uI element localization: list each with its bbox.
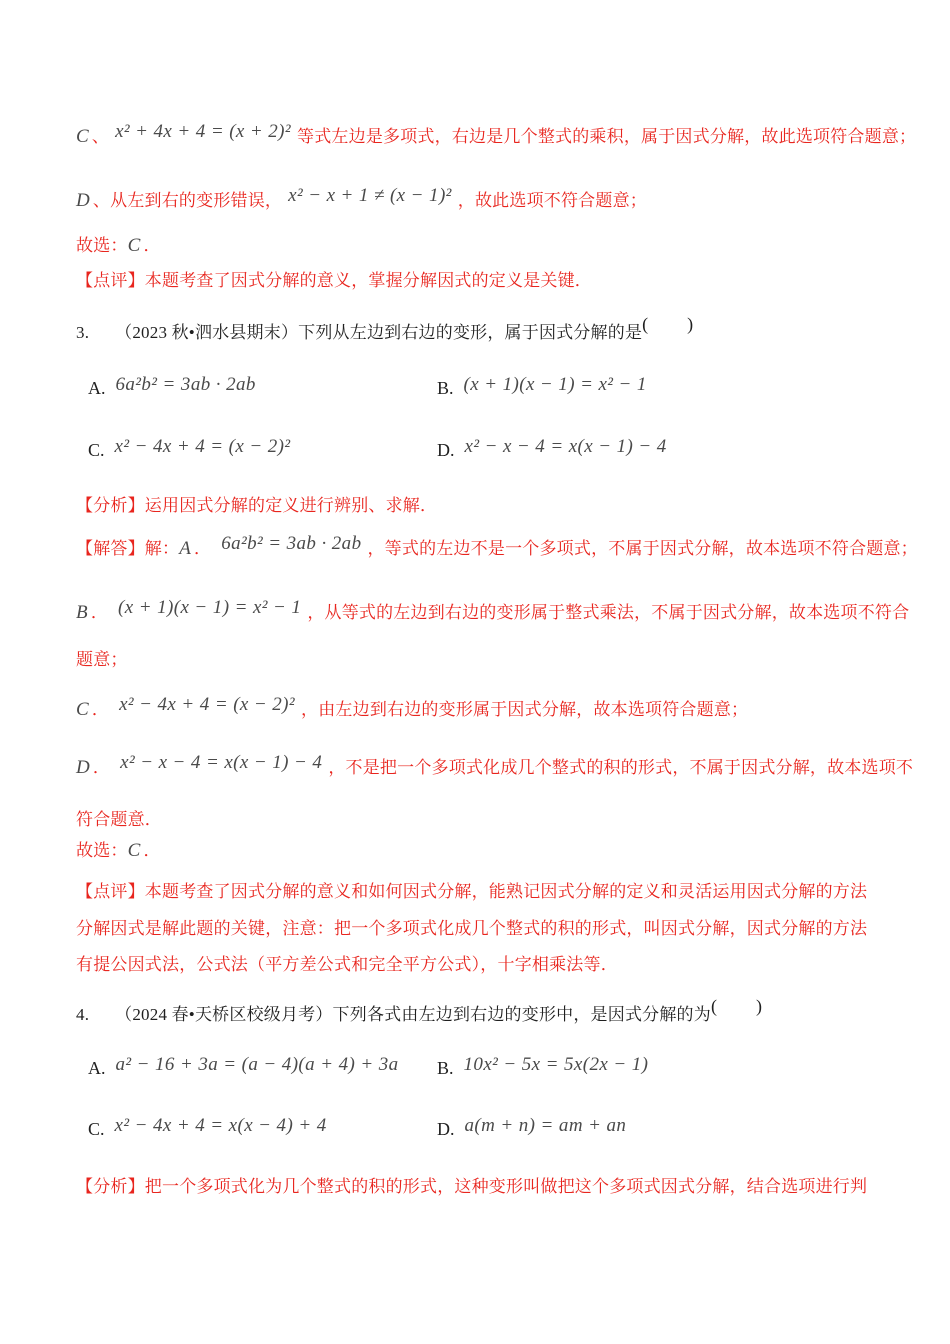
label-period: ． bbox=[90, 603, 109, 622]
question3-comment-line-3 bbox=[76, 953, 618, 977]
option-label: D. bbox=[437, 440, 455, 460]
question-stem: （2024 春•天桥区校级月考）下列各式由左边到右边的变形中，是因式分解的为 bbox=[115, 1005, 711, 1024]
math-formula: (x + 1)(x − 1) = x² − 1 bbox=[463, 374, 647, 395]
answer-prefix: 故选： bbox=[76, 236, 128, 255]
solution-head: 【解答】解： bbox=[76, 539, 180, 558]
math-formula: x² − 4x + 4 = (x − 2)² bbox=[119, 694, 296, 715]
question4-analysis-line bbox=[76, 1175, 867, 1199]
solution2-option-c-line bbox=[76, 120, 916, 149]
option-letter: D bbox=[76, 757, 90, 778]
question4-option-a bbox=[88, 1054, 405, 1079]
math-formula: 6a²b² = 3ab · 2ab bbox=[115, 374, 256, 395]
math-formula: 6a²b² = 3ab · 2ab bbox=[221, 533, 362, 554]
solution2-comment-line bbox=[76, 269, 592, 293]
option-label: B. bbox=[437, 378, 454, 398]
question3-analysis-line bbox=[76, 494, 437, 518]
question3-solution-d-continued bbox=[76, 808, 162, 832]
answer-period: ． bbox=[143, 236, 161, 255]
answer-letter: C bbox=[127, 235, 141, 256]
math-formula: 10x² − 5x = 5x(2x − 1) bbox=[463, 1054, 649, 1075]
solution2-answer-line bbox=[76, 234, 161, 258]
answer-blank-parens: ( ) bbox=[642, 314, 695, 334]
explanation-text: ，等式的左边不是一个多项式，不属于因式分解，故本选项不符合题意； bbox=[367, 539, 918, 558]
answer-period: ． bbox=[143, 841, 161, 860]
explanation-text: ，由左边到右边的变形属于因式分解，故本选项符合题意； bbox=[301, 700, 749, 719]
question4-option-b bbox=[437, 1054, 654, 1079]
question3-solution-b-line bbox=[76, 596, 909, 625]
math-formula: x² − x − 4 = x(x − 1) − 4 bbox=[464, 436, 667, 457]
math-formula: (x + 1)(x − 1) = x² − 1 bbox=[118, 597, 302, 618]
comment-text: 有提公因式法，公式法（平方差公式和完全平方公式），十字相乘法等． bbox=[76, 955, 618, 974]
explanation-text: ，从等式的左边到右边的变形属于整式乘法，不属于因式分解，故本选项不符合 bbox=[307, 603, 910, 622]
math-formula: a(m + n) = am + an bbox=[464, 1115, 627, 1136]
answer-prefix: 故选： bbox=[76, 841, 128, 860]
analysis-text: 【分析】运用因式分解的定义进行辨别、求解． bbox=[76, 496, 438, 515]
option-letter: D bbox=[76, 190, 90, 211]
question3-option-d bbox=[437, 436, 673, 461]
question4-option-c bbox=[88, 1115, 333, 1140]
explanation-text: 题意； bbox=[76, 650, 128, 669]
math-formula: x² − x − 4 = x(x − 1) − 4 bbox=[120, 752, 323, 773]
option-label: A. bbox=[88, 1058, 106, 1078]
question3-solution-a-line bbox=[76, 532, 918, 561]
option-label: A. bbox=[88, 378, 106, 398]
explanation-text: ，不是把一个多项式化成几个整式的积的形式，不属于因式分解，故本选项不 bbox=[328, 758, 914, 777]
solution2-option-d-line bbox=[76, 184, 647, 213]
explanation-text: 符合题意． bbox=[76, 810, 162, 829]
question3-option-c bbox=[88, 436, 296, 461]
option-letter: C bbox=[76, 699, 89, 720]
question-stem: （2023 秋•泗水县期末）下列从左边到右边的变形，属于因式分解的是 bbox=[115, 323, 643, 342]
question-number: 4. bbox=[76, 1005, 90, 1024]
question3-stem-line bbox=[76, 312, 694, 345]
comment-text: 【点评】本题考查了因式分解的意义，掌握分解因式的定义是关键． bbox=[76, 271, 592, 290]
explanation-text: 从左到右的变形错误， bbox=[110, 191, 283, 210]
explanation-text: ，故此选项不符合题意； bbox=[457, 191, 647, 210]
label-period: ． bbox=[92, 758, 111, 777]
math-formula: x² − x + 1 ≠ (x − 1)² bbox=[288, 185, 452, 206]
math-formula: x² + 4x + 4 = (x + 2)² bbox=[115, 121, 292, 142]
option-letter: B bbox=[76, 602, 88, 623]
question3-option-a bbox=[88, 374, 262, 399]
analysis-text: 【分析】把一个多项式化为几个整式的积的形式，这种变形叫做把这个多项式因式分解，结合选项进行判 bbox=[76, 1177, 868, 1196]
question4-option-d bbox=[437, 1115, 632, 1140]
math-formula: a² − 16 + 3a = (a − 4)(a + 4) + 3a bbox=[115, 1054, 399, 1075]
comment-text: 【点评】本题考查了因式分解的意义和如何因式分解，能熟记因式分解的定义和灵活运用因式分解的方法 bbox=[76, 882, 868, 901]
question3-option-b bbox=[437, 374, 653, 399]
option-label: C. bbox=[88, 440, 105, 460]
option-letter: A bbox=[179, 538, 192, 559]
question4-stem-line bbox=[76, 994, 763, 1027]
question3-solution-d-line bbox=[76, 751, 913, 780]
list-separator: 、 bbox=[92, 191, 111, 210]
label-period: ． bbox=[194, 539, 212, 558]
math-formula: x² − 4x + 4 = x(x − 4) + 4 bbox=[114, 1115, 327, 1136]
question3-comment-line-2 bbox=[76, 917, 867, 941]
list-separator: 、 bbox=[91, 127, 110, 146]
option-label: D. bbox=[437, 1119, 455, 1139]
comment-text: 分解因式是解此题的关键，注意：把一个多项式化成几个整式的积的形式，叫因式分解，因式分解的方法 bbox=[76, 919, 868, 938]
question3-solution-c-line bbox=[76, 693, 748, 722]
label-period: ． bbox=[91, 700, 110, 719]
option-letter: C bbox=[76, 126, 89, 147]
answer-blank-parens: ( ) bbox=[710, 996, 763, 1016]
question3-solution-b-continued bbox=[76, 648, 128, 672]
math-formula: x² − 4x + 4 = (x − 2)² bbox=[114, 436, 291, 457]
question3-comment-line-1 bbox=[76, 880, 867, 904]
question-number: 3. bbox=[76, 323, 90, 342]
question3-answer-line bbox=[76, 839, 161, 863]
option-label: B. bbox=[437, 1058, 454, 1078]
explanation-text: 等式左边是多项式，右边是几个整式的乘积，属于因式分解，故此选项符合题意； bbox=[297, 127, 917, 146]
answer-letter: C bbox=[127, 840, 141, 861]
option-label: C. bbox=[88, 1119, 105, 1139]
